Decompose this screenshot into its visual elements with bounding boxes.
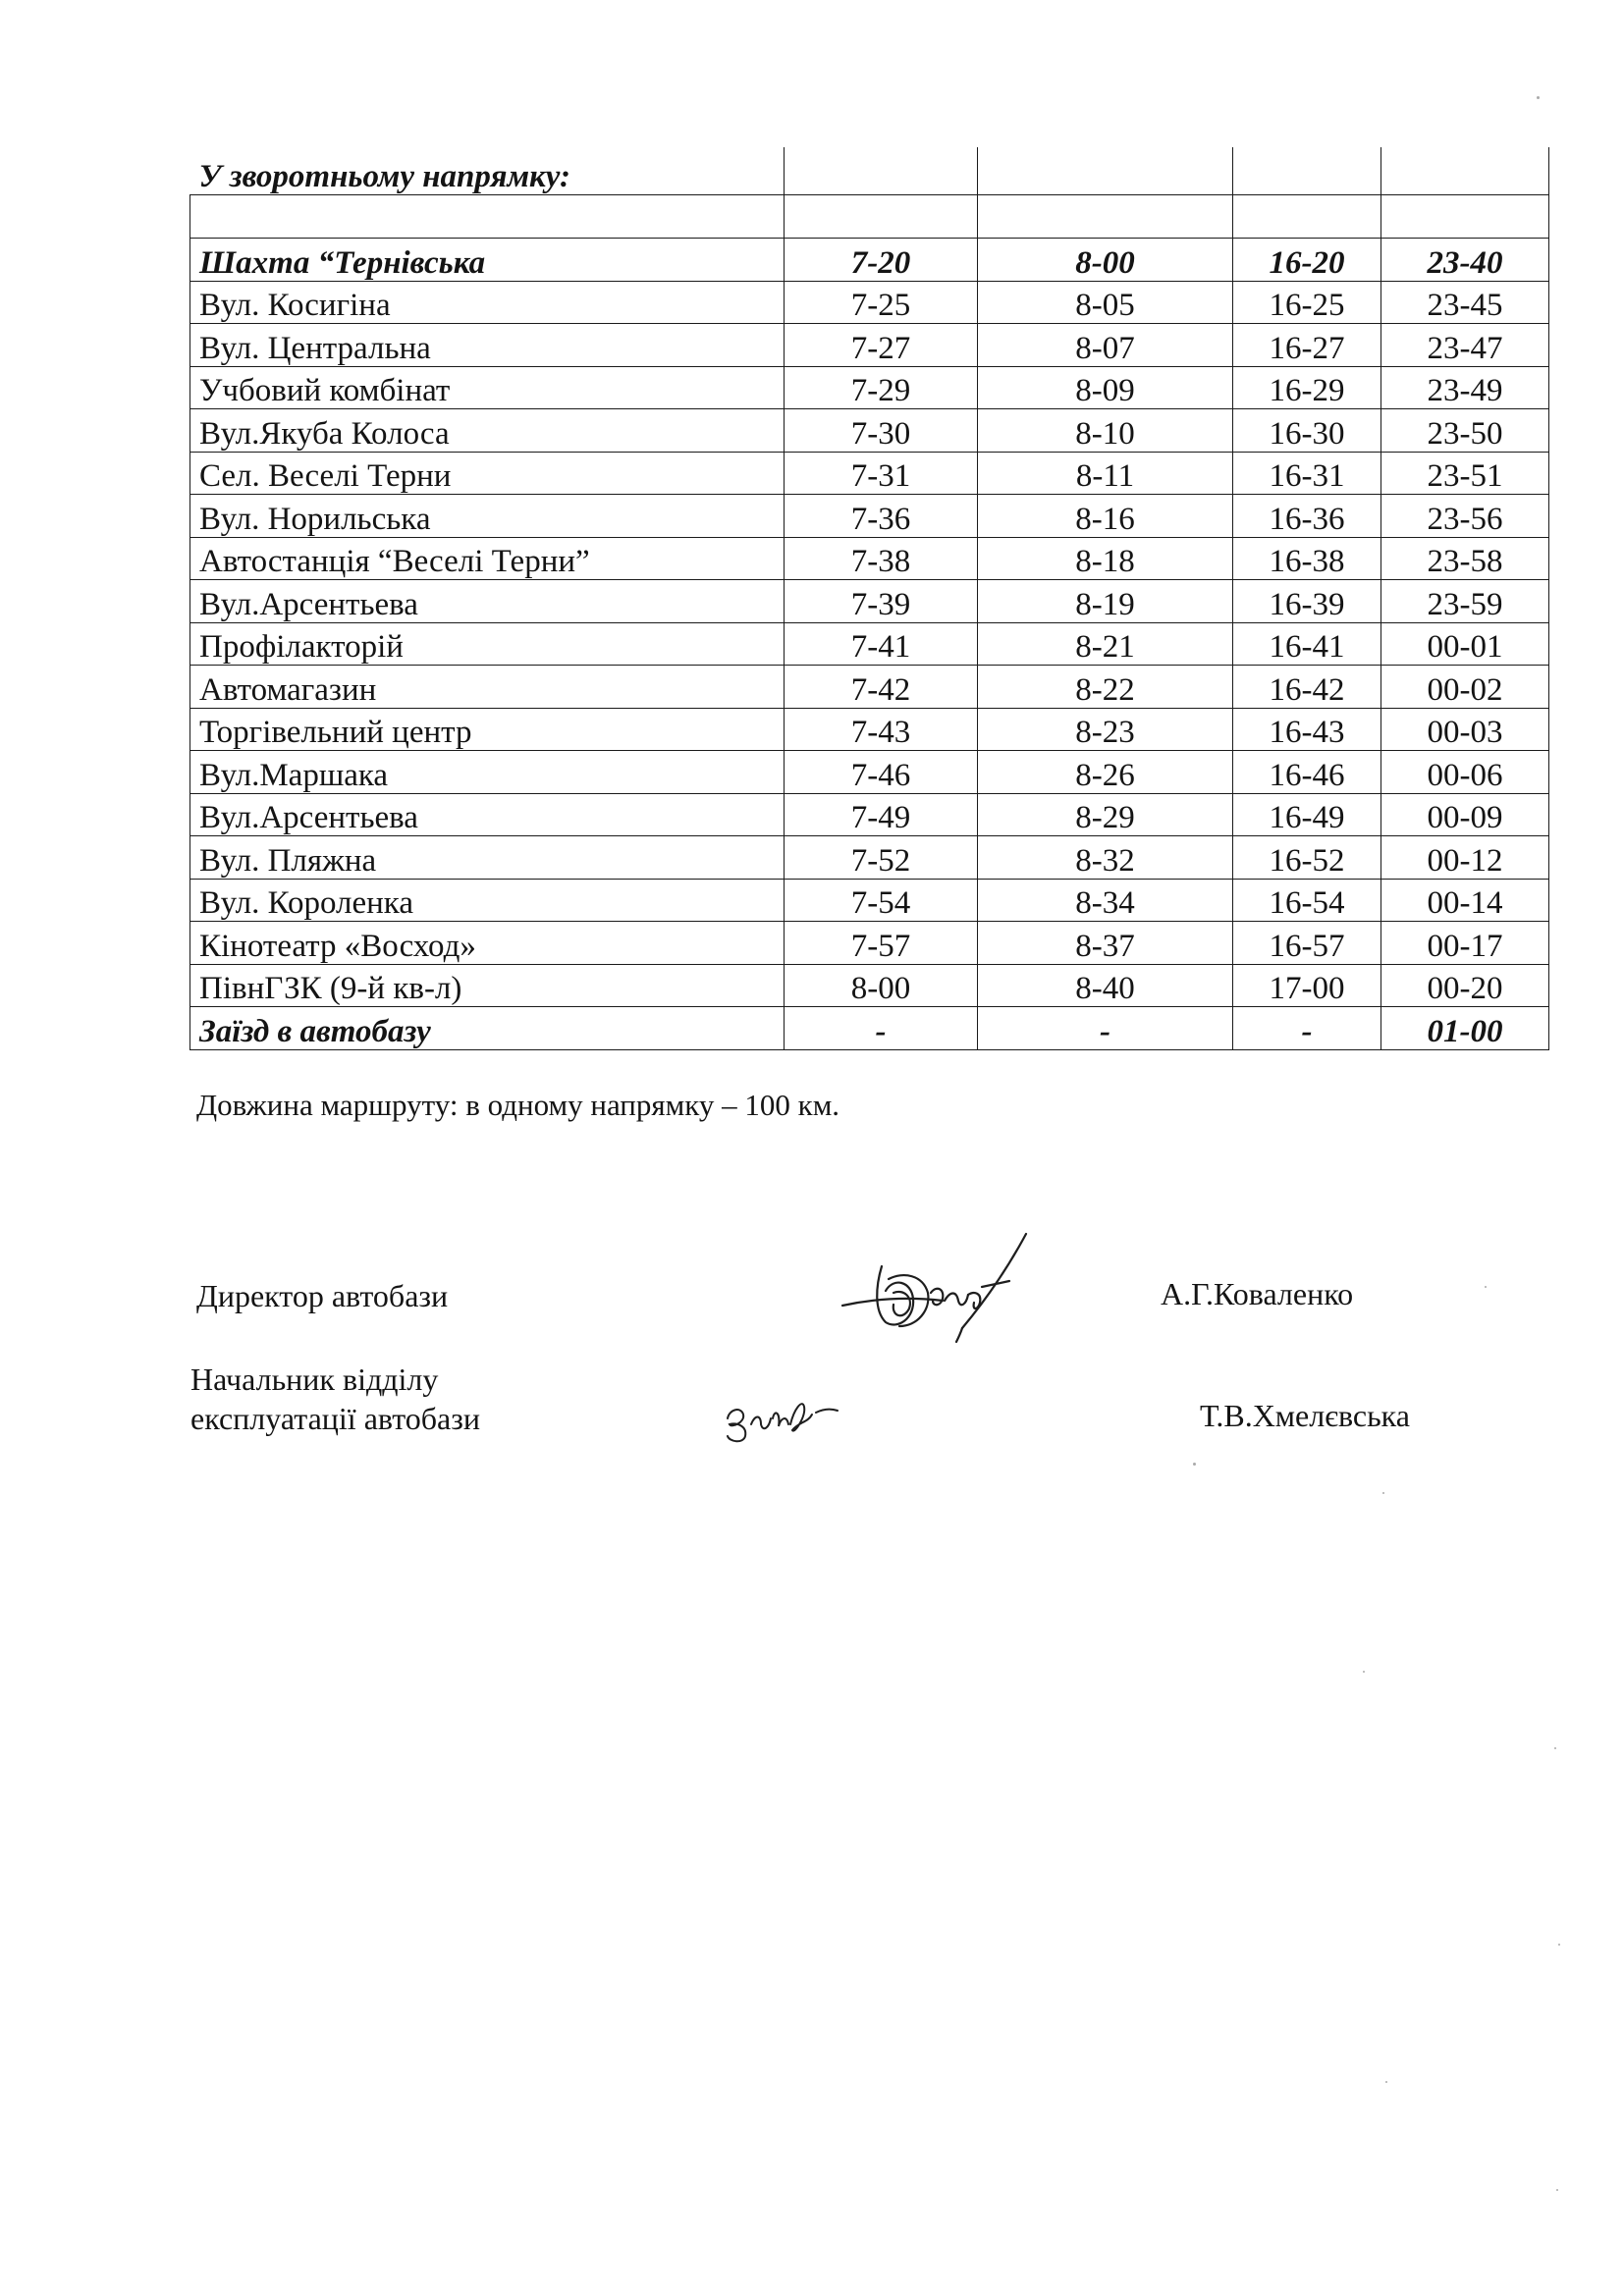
departure-time: 16-36 — [1233, 495, 1381, 538]
stop-row — [190, 366, 1549, 409]
empty-cell — [1381, 195, 1549, 239]
departure-time: 16-31 — [1233, 452, 1381, 495]
departure-time: 16-41 — [1233, 622, 1381, 666]
stop-name: Вул. Центральна — [190, 324, 785, 367]
departure-time: - — [978, 1007, 1233, 1050]
stop-name: Вул.Якуба Колоса — [190, 409, 785, 453]
departure-time: 00-14 — [1381, 879, 1549, 922]
departure-time: 16-38 — [1233, 537, 1381, 580]
departure-time: 8-10 — [978, 409, 1233, 453]
departure-time: 8-11 — [978, 452, 1233, 495]
scan-speck — [1554, 1747, 1556, 1749]
schedule-table — [189, 147, 1549, 1050]
departure-time: 8-00 — [785, 964, 978, 1007]
empty-cell — [1233, 195, 1381, 239]
departure-time: 7-41 — [785, 622, 978, 666]
departure-time: 8-16 — [978, 495, 1233, 538]
departure-time: 23-45 — [1381, 281, 1549, 324]
departure-time: 16-42 — [1233, 666, 1381, 709]
departure-time: 16-39 — [1233, 580, 1381, 623]
departure-time: 8-34 — [978, 879, 1233, 922]
stop-name: Кінотеатр «Восход» — [190, 922, 785, 965]
departure-time: - — [785, 1007, 978, 1050]
stop-row — [190, 409, 1549, 453]
departure-time: 16-46 — [1233, 751, 1381, 794]
stop-name: Заїзд в автобазу — [190, 1007, 785, 1050]
departure-time: 23-56 — [1381, 495, 1549, 538]
departure-time: 23-50 — [1381, 409, 1549, 453]
departure-time: 8-23 — [978, 708, 1233, 751]
departure-time: 8-05 — [978, 281, 1233, 324]
departure-time: 7-20 — [785, 239, 978, 282]
direction-title: У зворотньому напрямку: — [190, 147, 785, 195]
departure-time: 7-31 — [785, 452, 978, 495]
last-stop-row — [190, 1007, 1549, 1050]
scan-speck — [1363, 1671, 1365, 1673]
departure-time: 8-00 — [978, 239, 1233, 282]
stop-name: Сел. Веселі Терни — [190, 452, 785, 495]
departure-time: 8-19 — [978, 580, 1233, 623]
empty-cell — [978, 195, 1233, 239]
stop-row — [190, 537, 1549, 580]
head-name: Т.В.Хмелєвська — [1200, 1398, 1410, 1433]
departure-time: 8-29 — [978, 793, 1233, 836]
departure-time: 8-40 — [978, 964, 1233, 1007]
departure-time: 7-38 — [785, 537, 978, 580]
scan-speck — [1385, 2081, 1387, 2083]
departure-time: 8-18 — [978, 537, 1233, 580]
departure-time: 17-00 — [1233, 964, 1381, 1007]
departure-time: 23-40 — [1381, 239, 1549, 282]
departure-time: 00-17 — [1381, 922, 1549, 965]
departure-time: 8-37 — [978, 922, 1233, 965]
stop-row — [190, 281, 1549, 324]
head-title-line1: Начальник відділу — [190, 1362, 439, 1397]
departure-time: 16-54 — [1233, 879, 1381, 922]
stop-row — [190, 452, 1549, 495]
stop-row — [190, 751, 1549, 794]
departure-time: 01-00 — [1381, 1007, 1549, 1050]
departure-time: 16-25 — [1233, 281, 1381, 324]
stop-name: Учбовий комбінат — [190, 366, 785, 409]
stop-name: Вул.Арсентьева — [190, 793, 785, 836]
stop-row — [190, 879, 1549, 922]
stop-row — [190, 922, 1549, 965]
departure-time: 23-47 — [1381, 324, 1549, 367]
empty-cell — [1233, 147, 1381, 195]
scan-speck — [1485, 1286, 1487, 1288]
direction-row — [190, 147, 1549, 195]
departure-time: 16-30 — [1233, 409, 1381, 453]
departure-time: 00-03 — [1381, 708, 1549, 751]
departure-time: 7-39 — [785, 580, 978, 623]
departure-time: 7-54 — [785, 879, 978, 922]
departure-time: 16-43 — [1233, 708, 1381, 751]
departure-time: 7-46 — [785, 751, 978, 794]
stop-name: ПівнГЗК (9-й кв-л) — [190, 964, 785, 1007]
departure-time: 23-49 — [1381, 366, 1549, 409]
departure-time: 8-22 — [978, 666, 1233, 709]
empty-cell — [785, 147, 978, 195]
departure-time: 7-42 — [785, 666, 978, 709]
stop-row — [190, 666, 1549, 709]
stop-name: Автомагазин — [190, 666, 785, 709]
departure-time: 8-09 — [978, 366, 1233, 409]
stop-name: Профілакторій — [190, 622, 785, 666]
scan-speck — [1382, 1492, 1384, 1494]
empty-cell — [190, 195, 785, 239]
departure-time: 7-36 — [785, 495, 978, 538]
departure-time: 7-30 — [785, 409, 978, 453]
stop-row — [190, 495, 1549, 538]
departure-time: 23-58 — [1381, 537, 1549, 580]
stop-name: Вул. Норильська — [190, 495, 785, 538]
departure-time: 7-27 — [785, 324, 978, 367]
departure-time: 00-20 — [1381, 964, 1549, 1007]
scan-speck — [1556, 2189, 1558, 2191]
scan-speck — [1558, 1944, 1560, 1946]
route-length-note: Довжина маршруту: в одному напрямку – 100 км. — [196, 1088, 840, 1122]
empty-cell — [1381, 147, 1549, 195]
stop-row — [190, 836, 1549, 880]
stop-row — [190, 793, 1549, 836]
departure-time: 7-29 — [785, 366, 978, 409]
departure-time: 16-29 — [1233, 366, 1381, 409]
head-signature — [722, 1379, 869, 1448]
stop-row — [190, 708, 1549, 751]
stop-name: Торгівельний центр — [190, 708, 785, 751]
departure-time: 7-52 — [785, 836, 978, 880]
stop-name: Вул. Короленка — [190, 879, 785, 922]
stop-row — [190, 964, 1549, 1007]
departure-time: 7-57 — [785, 922, 978, 965]
stop-row — [190, 324, 1549, 367]
departure-time: 7-25 — [785, 281, 978, 324]
stop-name: Вул.Маршака — [190, 751, 785, 794]
scan-speck — [1537, 96, 1540, 99]
stop-name: Вул. Пляжна — [190, 836, 785, 880]
departure-time: - — [1233, 1007, 1381, 1050]
empty-cell — [785, 195, 978, 239]
stop-row — [190, 622, 1549, 666]
stop-name: Вул. Косигіна — [190, 281, 785, 324]
departure-time: 16-57 — [1233, 922, 1381, 965]
departure-time: 16-49 — [1233, 793, 1381, 836]
director-signature — [835, 1232, 1051, 1350]
stop-name: Шахта “Тернівська — [190, 239, 785, 282]
departure-time: 16-52 — [1233, 836, 1381, 880]
scan-speck — [1193, 1463, 1196, 1466]
first-stop-row — [190, 239, 1549, 282]
empty-cell — [978, 147, 1233, 195]
departure-time: 7-49 — [785, 793, 978, 836]
stop-row — [190, 580, 1549, 623]
departure-time: 8-07 — [978, 324, 1233, 367]
departure-time: 16-27 — [1233, 324, 1381, 367]
departure-time: 8-26 — [978, 751, 1233, 794]
departure-time: 7-43 — [785, 708, 978, 751]
departure-time: 8-32 — [978, 836, 1233, 880]
departure-time: 16-20 — [1233, 239, 1381, 282]
stop-name: Автостанція “Веселі Терни” — [190, 537, 785, 580]
departure-time: 23-59 — [1381, 580, 1549, 623]
departure-time: 23-51 — [1381, 452, 1549, 495]
director-name: А.Г.Коваленко — [1161, 1276, 1354, 1311]
departure-time: 00-09 — [1381, 793, 1549, 836]
stop-name: Вул.Арсентьева — [190, 580, 785, 623]
departure-time: 00-02 — [1381, 666, 1549, 709]
departure-time: 00-12 — [1381, 836, 1549, 880]
head-title-line2: експлуатації автобази — [190, 1401, 481, 1436]
director-title: Директор автобази — [196, 1278, 449, 1313]
departure-time: 00-06 — [1381, 751, 1549, 794]
departure-time: 00-01 — [1381, 622, 1549, 666]
departure-time: 8-21 — [978, 622, 1233, 666]
blank-row — [190, 195, 1549, 239]
